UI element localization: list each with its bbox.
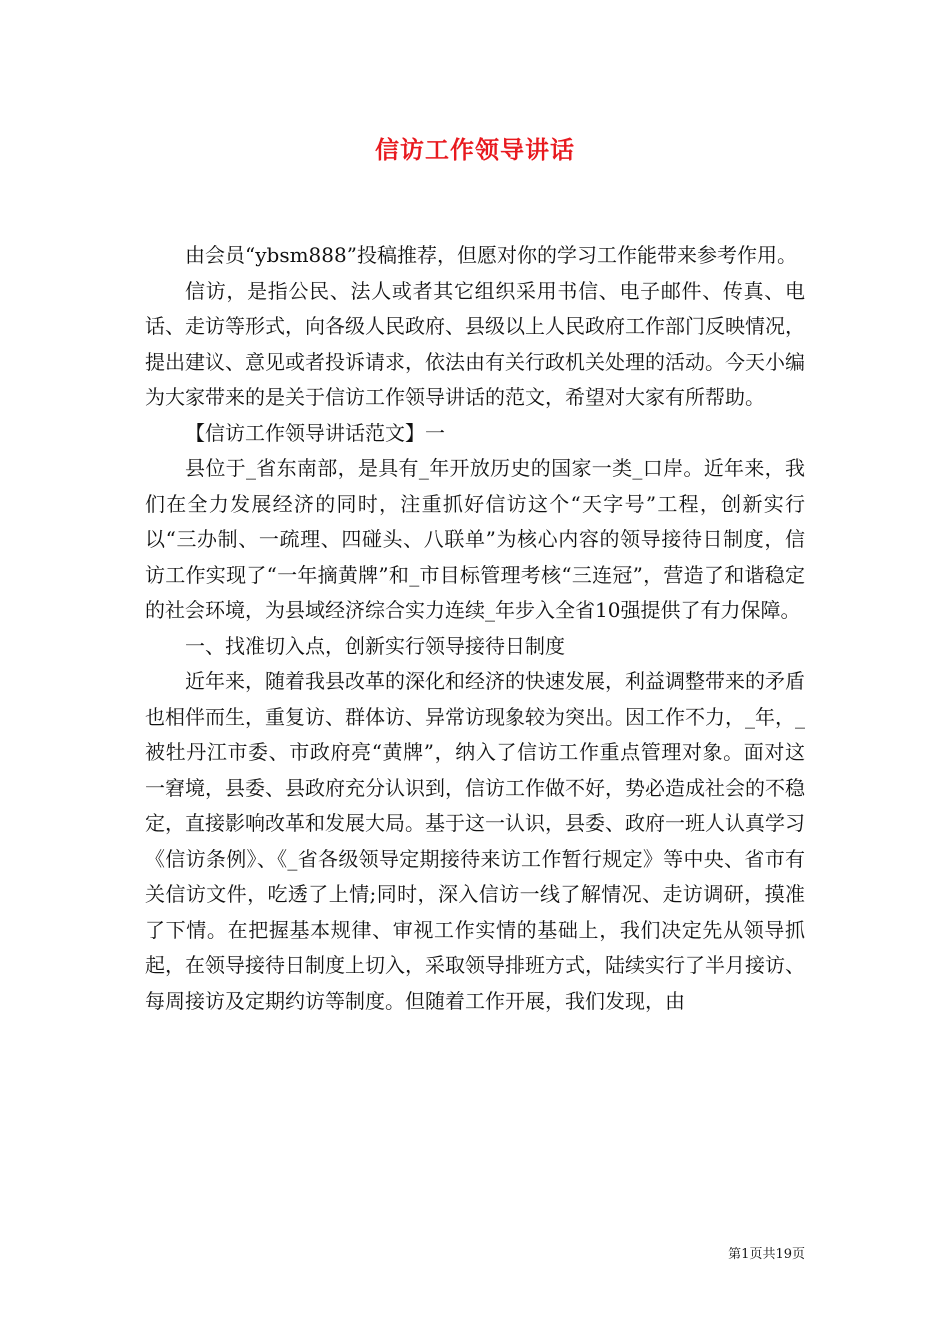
page-number: 第1页共19页: [728, 1247, 805, 1262]
paragraph-background: 近年来，随着我县改革的深化和经济的快速发展，利益调整带来的矛盾也相伴而生，重复访、群体访、异常访现象较为突出。因工作不力，_年，_被牡丹江市委、市政府亮“黄牌”，纳入了信访工作重点管理对象。面对这一窘境，县委、县政府充分认识到，信访工作做不好，势必造成社会的不稳定，直接影响改革和发展大局。基于这一认识，县委、政府一班人认真学习《信访条例》、《_省各级领导定期接待来访工作暂行规定》等中央、省市有关信访文件，吃透了上情;同时，深入信访一线了解情况、走访调研，摸准了下情。在把握基本规律、审视工作实情的基础上，我们决定先从领导抓起，在领导接待日制度上切入，采取领导排班方式，陆续实行了半月接访、每周接访及定期约访等制度。但随着工作开展，我们发现，由: [145, 669, 805, 1013]
document-title: 信访工作领导讲话: [375, 135, 575, 164]
section-heading-sample: 【信访工作领导讲话范文】一: [185, 420, 445, 445]
paragraph-intro: 由会员“ybsm888”投稿推荐，但愿对你的学习工作能带来参考作用。: [185, 243, 797, 267]
section-heading-one: 一、找准切入点，创新实行领导接待日制度: [185, 633, 565, 658]
paragraph-definition: 信访，是指公民、法人或者其它组织采用书信、电子邮件、传真、电话、走访等形式，向各级人民政府、县级以上人民政府工作部门反映情况，提出建议、意见或者投诉请求，依法由有关行政机关处理的活动。今天小编为大家带来的是关于信访工作领导讲话的范文，希望对大家有所帮助。: [145, 278, 805, 409]
document-body: [145, 238, 805, 1019]
paragraph-county-overview: 县位于_省东南部，是具有_年开放历史的国家一类_口岸。近年来，我们在全力发展经济的同时，注重抓好信访这个“天字号”工程，创新实行以“三办制、一疏理、四碰头、八联单”为核心内容的领导接待日制度，信访工作实现了“一年摘黄牌”和_市目标管理考核“三连冠”，营造了和谐稳定的社会环境，为县域经济综合实力连续_年步入全省10强提供了有力保障。: [145, 456, 805, 622]
